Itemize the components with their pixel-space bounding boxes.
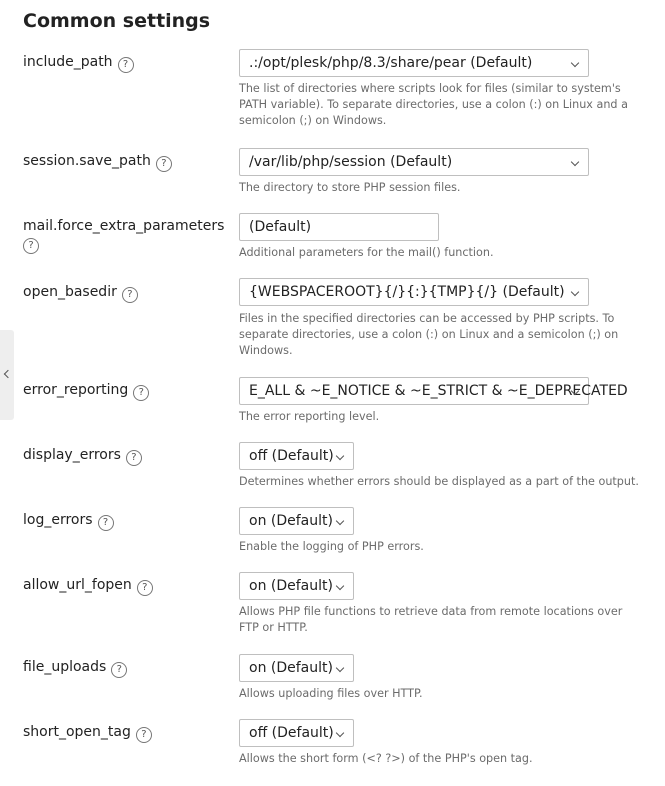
chevron-down-icon <box>336 452 344 460</box>
help-icon[interactable]: ? <box>111 662 127 678</box>
setting-label: open_basedir ? <box>23 282 223 303</box>
chevron-left-icon <box>4 370 12 378</box>
file-uploads-select[interactable]: on (Default) <box>239 654 354 682</box>
help-icon[interactable]: ? <box>133 385 149 401</box>
help-icon[interactable]: ? <box>122 287 138 303</box>
help-icon[interactable]: ? <box>118 57 134 73</box>
help-icon[interactable]: ? <box>126 450 142 466</box>
log-errors-description: Enable the logging of PHP errors. <box>239 540 424 553</box>
chevron-down-icon <box>571 59 579 67</box>
chevron-down-icon <box>336 729 344 737</box>
help-icon[interactable]: ? <box>137 580 153 596</box>
session-save-path-select[interactable]: /var/lib/php/session (Default) <box>239 148 589 176</box>
chevron-down-icon <box>571 158 579 166</box>
help-icon[interactable]: ? <box>98 515 114 531</box>
setting-label: mail.force_extra_parameters ? <box>23 216 223 254</box>
include-path-description: The list of directories where scripts look for files (similar to system's PATH variable). To separate directories, use a colon (:) on Linux and a semicolon (;) on Windows. <box>239 82 628 127</box>
allow-url-fopen-description: Allows PHP file functions to retrieve data from remote locations over FTP or HTTP. <box>239 605 623 634</box>
chevron-down-icon <box>336 664 344 672</box>
setting-label: allow_url_fopen ? <box>23 575 223 596</box>
page-title: Common settings <box>23 10 211 32</box>
chevron-down-icon <box>336 582 344 590</box>
display-errors-select[interactable]: off (Default) <box>239 442 354 470</box>
setting-label: session.save_path ? <box>23 151 223 172</box>
error-reporting-description: The error reporting level. <box>239 410 380 423</box>
help-icon[interactable]: ? <box>136 727 152 743</box>
setting-label: file_uploads ? <box>23 657 223 678</box>
chevron-down-icon <box>571 288 579 296</box>
allow-url-fopen-select[interactable]: on (Default) <box>239 572 354 600</box>
error-reporting-select[interactable]: E_ALL & ~E_NOTICE & ~E_STRICT & ~E_DEPRECATED <box>239 377 589 405</box>
mail-force-extra-parameters-select[interactable]: (Default) <box>239 213 439 241</box>
display-errors-description: Determines whether errors should be displayed as a part of the output. <box>239 475 639 488</box>
open-basedir-select[interactable]: {WEBSPACEROOT}{/}{:}{TMP}{/} (Default) <box>239 278 589 306</box>
help-icon[interactable]: ? <box>156 156 172 172</box>
chevron-down-icon <box>336 517 344 525</box>
setting-label: short_open_tag ? <box>23 722 223 743</box>
open-basedir-description: Files in the specified directories can be accessed by PHP scripts. To separate directories, use a colon (:) on Linux and a semicolon (;) on Windows. <box>239 312 619 357</box>
sidebar-collapse-tab[interactable] <box>0 330 14 420</box>
setting-label: include_path ? <box>23 52 223 73</box>
short-open-tag-select[interactable]: off (Default) <box>239 719 354 747</box>
include-path-select[interactable]: .:/opt/plesk/php/8.3/share/pear (Default) <box>239 49 589 77</box>
mail-force-extra-parameters-description: Additional parameters for the mail() function. <box>239 246 494 259</box>
help-icon[interactable]: ? <box>23 238 39 254</box>
file-uploads-description: Allows uploading files over HTTP. <box>239 687 423 700</box>
setting-label: display_errors ? <box>23 445 223 466</box>
setting-label: error_reporting ? <box>23 380 223 401</box>
short-open-tag-description: Allows the short form (<? ?>) of the PHP's open tag. <box>239 752 533 765</box>
setting-label: log_errors ? <box>23 510 223 531</box>
session-save-path-description: The directory to store PHP session files. <box>239 181 461 194</box>
log-errors-select[interactable]: on (Default) <box>239 507 354 535</box>
